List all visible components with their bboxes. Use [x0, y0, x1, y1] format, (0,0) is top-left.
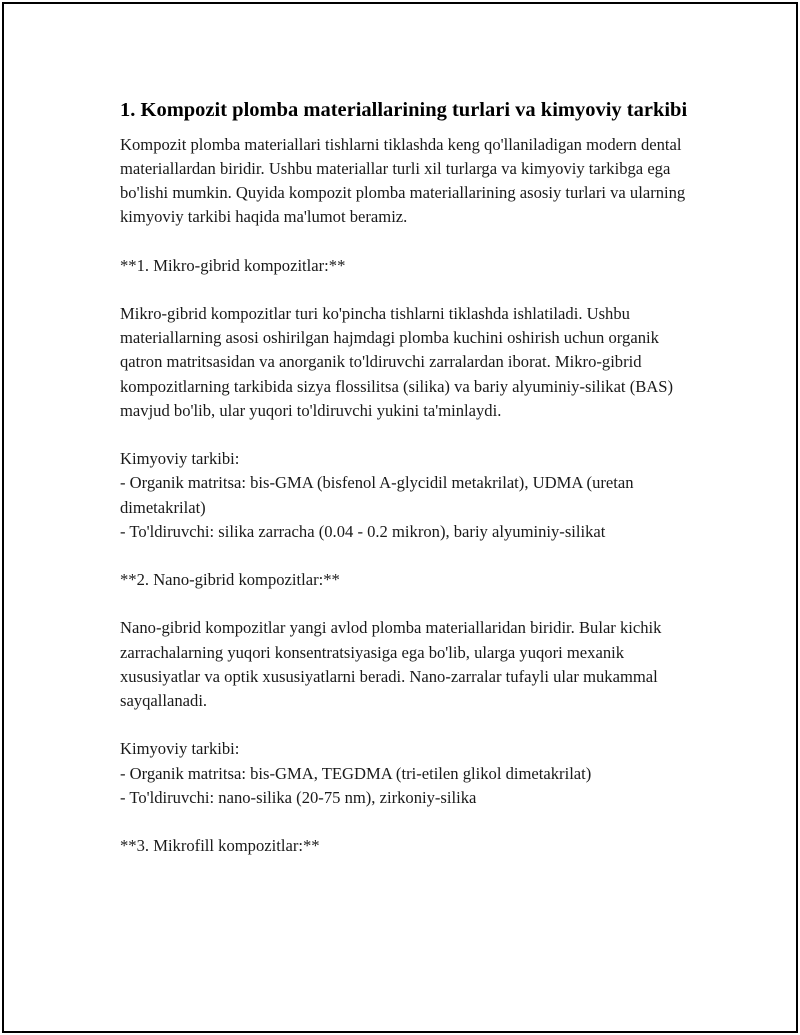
spacer [120, 229, 705, 253]
section-2-composition-item: - To'ldiruvchi: nano-silika (20-75 nm), zirkoniy-silika [120, 787, 477, 807]
section-1-composition-label: Kimyoviy tarkibi: [120, 449, 240, 469]
section-3-heading: **3. Mikrofill kompozitlar:** [120, 836, 320, 856]
section-2-composition-label: Kimyoviy tarkibi: [120, 739, 240, 759]
section-1-body: Mikro-gibrid kompozitlar turi ko'pincha tishlarni tiklashda ishlatiladi. Ushbu materiallarning asosi oshirilgan hajmdagi plomba kuchini oshirish uchun organik qatron matritsasidan va anorganik to'ldiruvchi zarralardan iborat. Mikro-gibrid kompozitlarning tarkibida sizya flossilitsa (silika) va bariy alyuminiy-silikat (BAS) mavjud bo'lib, ular yuqori to'ldiruvchi yukini ta'minlaydi. [120, 303, 674, 420]
document-title: 1. Kompozit plomba materiallarining turlari va kimyoviy tarkibi [120, 99, 688, 121]
document-content [120, 96, 705, 858]
spacer [120, 423, 705, 447]
section-2-heading: **2. Nano-gibrid kompozitlar:** [120, 570, 340, 590]
section-2-body: Nano-gibrid kompozitlar yangi avlod plomba materiallaridan biridir. Bular kichik zarrachalarning yuqori konsentratsiyasiga ega bo'lib, ularga yuqori mexanik xususiyatlar va optik xususiyatlarni beradi. Nano-zarralar tufayli ular mukammal sayqallanadi. [120, 618, 662, 711]
section-1-composition-item: - To'ldiruvchi: silika zarracha (0.04 - 0.2 mikron), bariy alyuminiy-silikat [120, 521, 606, 541]
section-1-heading: **1. Mikro-gibrid kompozitlar:** [120, 255, 346, 275]
spacer [120, 713, 705, 737]
section-1-composition-item: - Organik matritsa: bis-GMA (bisfenol A-glycidil metakrilat), UDMA (uretan dimetakrilat) [120, 473, 634, 517]
spacer [120, 544, 705, 568]
spacer [120, 810, 705, 834]
spacer [120, 278, 705, 302]
section-2-composition-item: - Organik matritsa: bis-GMA, TEGDMA (tri-etilen glikol dimetakrilat) [120, 763, 592, 783]
intro-paragraph: Kompozit plomba materiallari tishlarni tiklashda keng qo'llaniladigan modern dental materiallardan biridir. Ushbu materiallar turli xil turlarga va kimyoviy tarkibga ega bo'lishi mumkin. Quyida kompozit plomba materiallarining asosiy turlari va ularning kimyoviy tarkibi haqida ma'lumot beramiz. [120, 134, 686, 227]
spacer [120, 592, 705, 616]
document-page [2, 2, 798, 1033]
